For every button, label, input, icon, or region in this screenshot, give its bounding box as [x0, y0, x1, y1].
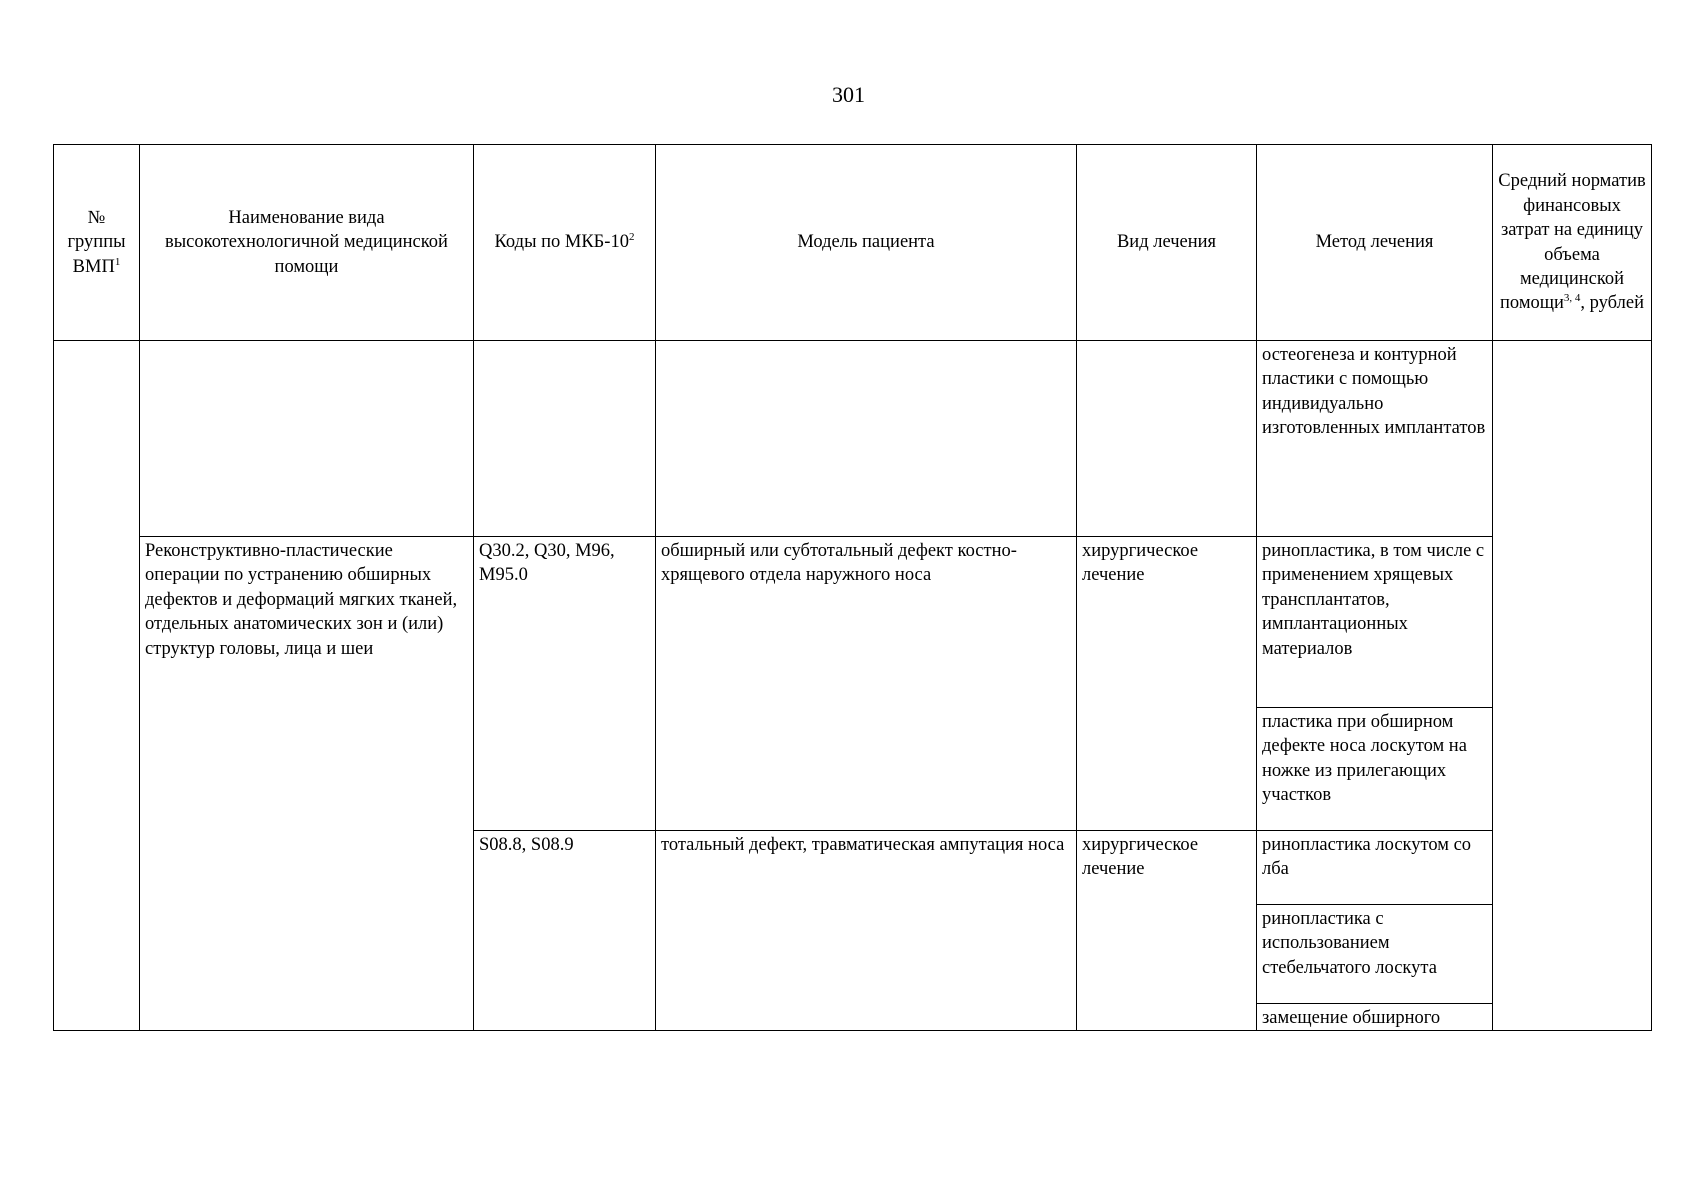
- vmp-table: [53, 144, 1652, 1031]
- header-codes: Коды по МКБ-$10^2$: [474, 145, 656, 341]
- cell-method: ринопластика с использованием стебельчатого лоскута: [1257, 905, 1493, 1004]
- cell-treatment-type: хирургическое лечение: [1077, 831, 1257, 1031]
- header-cost: Средний норматив финансовых затрат на единицу объема медицинской помощи$^{3, 4}$, рублей: [1493, 145, 1652, 341]
- cell-name: Реконструктивно-пластические операции по устранению обширных дефектов и деформаций мягких тканей, отдельных анатомических зон и (или) структур головы, лица и шеи: [140, 537, 474, 1031]
- cell-codes: Q30.2, Q30, M96, M95.0: [474, 537, 656, 831]
- header-treatment-type: Вид лечения: [1077, 145, 1257, 341]
- cell-patient-model-empty: [656, 341, 1077, 537]
- cell-cost: [1493, 341, 1652, 1031]
- cell-method: пластика при обширном дефекте носа лоскутом на ножке из прилегающих участков: [1257, 708, 1493, 831]
- header-patient-model: Модель пациента: [656, 145, 1077, 341]
- cell-patient-model: обширный или субтотальный дефект костно-хрящевого отдела наружного носа: [656, 537, 1077, 831]
- table-row: [54, 537, 1652, 708]
- header-name: Наименование вида высокотехнологичной медицинской помощи: [140, 145, 474, 341]
- table-header-row: [54, 145, 1652, 341]
- cell-codes-empty: [474, 341, 656, 537]
- cell-method: замещение обширного: [1257, 1004, 1493, 1031]
- cell-method: остеогенеза и контурной пластики с помощью индивидуально изготовленных имплантатов: [1257, 341, 1493, 537]
- cell-patient-model: тотальный дефект, травматическая ампутация носа: [656, 831, 1077, 1031]
- cell-group-no: [54, 341, 140, 1031]
- page-number: 301: [832, 82, 865, 107]
- table-row: [54, 341, 1652, 537]
- cell-treatment-type: хирургическое лечение: [1077, 537, 1257, 831]
- header-group-no: № группы ВМП$^1$: [54, 145, 140, 341]
- cell-treatment-type-empty: [1077, 341, 1257, 537]
- cell-method: ринопластика лоскутом со лба: [1257, 831, 1493, 905]
- cell-method: ринопластика, в том числе с применением хрящевых трансплантатов, имплантационных материалов: [1257, 537, 1493, 708]
- header-treatment-method: Метод лечения: [1257, 145, 1493, 341]
- cell-name-empty: [140, 341, 474, 537]
- cell-codes: S08.8, S08.9: [474, 831, 656, 1031]
